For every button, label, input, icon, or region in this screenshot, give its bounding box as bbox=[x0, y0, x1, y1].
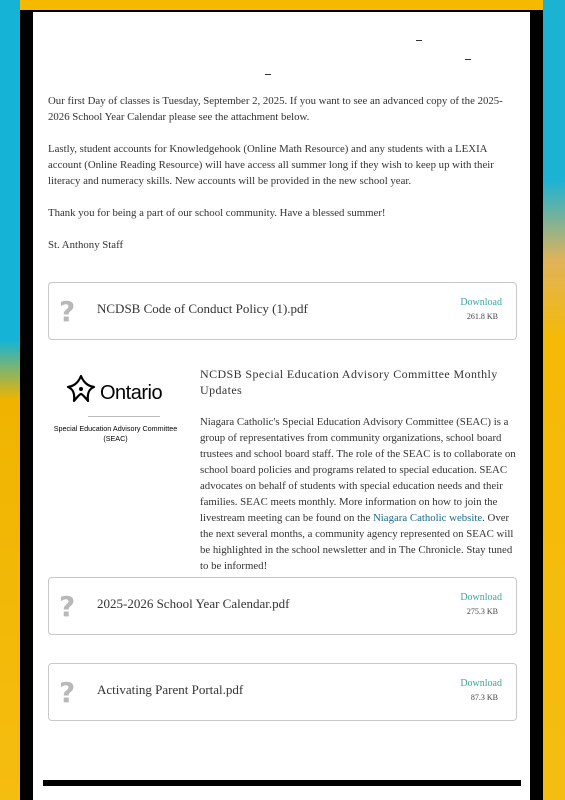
file-size: 261.8 KB bbox=[466, 312, 498, 321]
file-size: 87.3 KB bbox=[470, 693, 498, 702]
background-left bbox=[0, 0, 20, 800]
attachment-filename[interactable]: Activating Parent Portal.pdf bbox=[97, 682, 244, 697]
frame-left bbox=[20, 12, 33, 800]
background-right bbox=[543, 0, 565, 800]
frame-right bbox=[530, 12, 543, 800]
first-day-paragraph: Our first Day of classes is Tuesday, September 2, 2025. If you want to see an advanced copy of the 2025-2026 School Year Calendar please see the attachment below. bbox=[48, 95, 503, 123]
seac-body-text bbox=[200, 414, 520, 574]
seac-body bbox=[48, 414, 520, 574]
file-size: 275.3 KB bbox=[466, 607, 498, 616]
attachment-card[interactable] bbox=[48, 663, 517, 721]
seac-body-before-link: Niagara Catholic's Special Education Advisory Committee (SEAC) is a group of representatives from community organizations, school board trustees and school board staff. The role of the SEAC is to collaborate on school board policies and programs related to special education. SEAC advocates on behalf of students with special education needs and their families. SEAC meets monthly. More information on how to join the livestream meeting can be found on the bbox=[200, 416, 516, 524]
unknown-file-icon: ? bbox=[59, 590, 76, 623]
download-link[interactable]: Download bbox=[460, 592, 502, 603]
attachment-filename[interactable]: 2025-2026 School Year Calendar.pdf bbox=[97, 596, 290, 611]
attachment-card[interactable] bbox=[48, 577, 517, 635]
divider-mark bbox=[465, 59, 471, 60]
logo-caption: Special Education Advisory Committee (SEAC) bbox=[53, 424, 178, 443]
niagara-catholic-website-link[interactable]: Niagara Catholic website bbox=[373, 512, 483, 524]
thanks-paragraph: Thank you for being a part of our school community. Have a blessed summer! bbox=[48, 207, 386, 219]
attachment-card[interactable] bbox=[48, 282, 517, 340]
student-accounts-paragraph: Lastly, student accounts for Knowledgehook (Online Math Resource) and any students with a LEXIA account (Online Reading Resource) will have access all summer long if they wish to keep up with their literacy and numeracy skills. New accounts will be provided in the new school year. bbox=[48, 143, 494, 187]
download-link[interactable]: Download bbox=[460, 297, 502, 308]
unknown-file-icon: ? bbox=[59, 676, 76, 709]
seac-title: NCDSB Special Education Advisory Committee Monthly Updates bbox=[200, 367, 498, 397]
footer-bar bbox=[43, 780, 521, 786]
ontario-wordmark: Ontario bbox=[100, 382, 163, 404]
signature: St. Anthony Staff bbox=[48, 239, 124, 251]
divider-mark bbox=[416, 40, 422, 41]
seac-body-after-link: . Over the next several months, a community agency represented on SEAC will be highlighted in the school newsletter and in The Chronicle. Stay tuned to be informed! bbox=[200, 512, 514, 572]
unknown-file-icon: ? bbox=[59, 295, 76, 328]
newsletter-card bbox=[33, 12, 530, 800]
attachment-filename[interactable]: NCDSB Code of Conduct Policy (1).pdf bbox=[97, 301, 308, 316]
trillium-icon bbox=[64, 374, 98, 404]
download-link[interactable]: Download bbox=[460, 678, 502, 689]
divider-mark bbox=[265, 74, 271, 75]
